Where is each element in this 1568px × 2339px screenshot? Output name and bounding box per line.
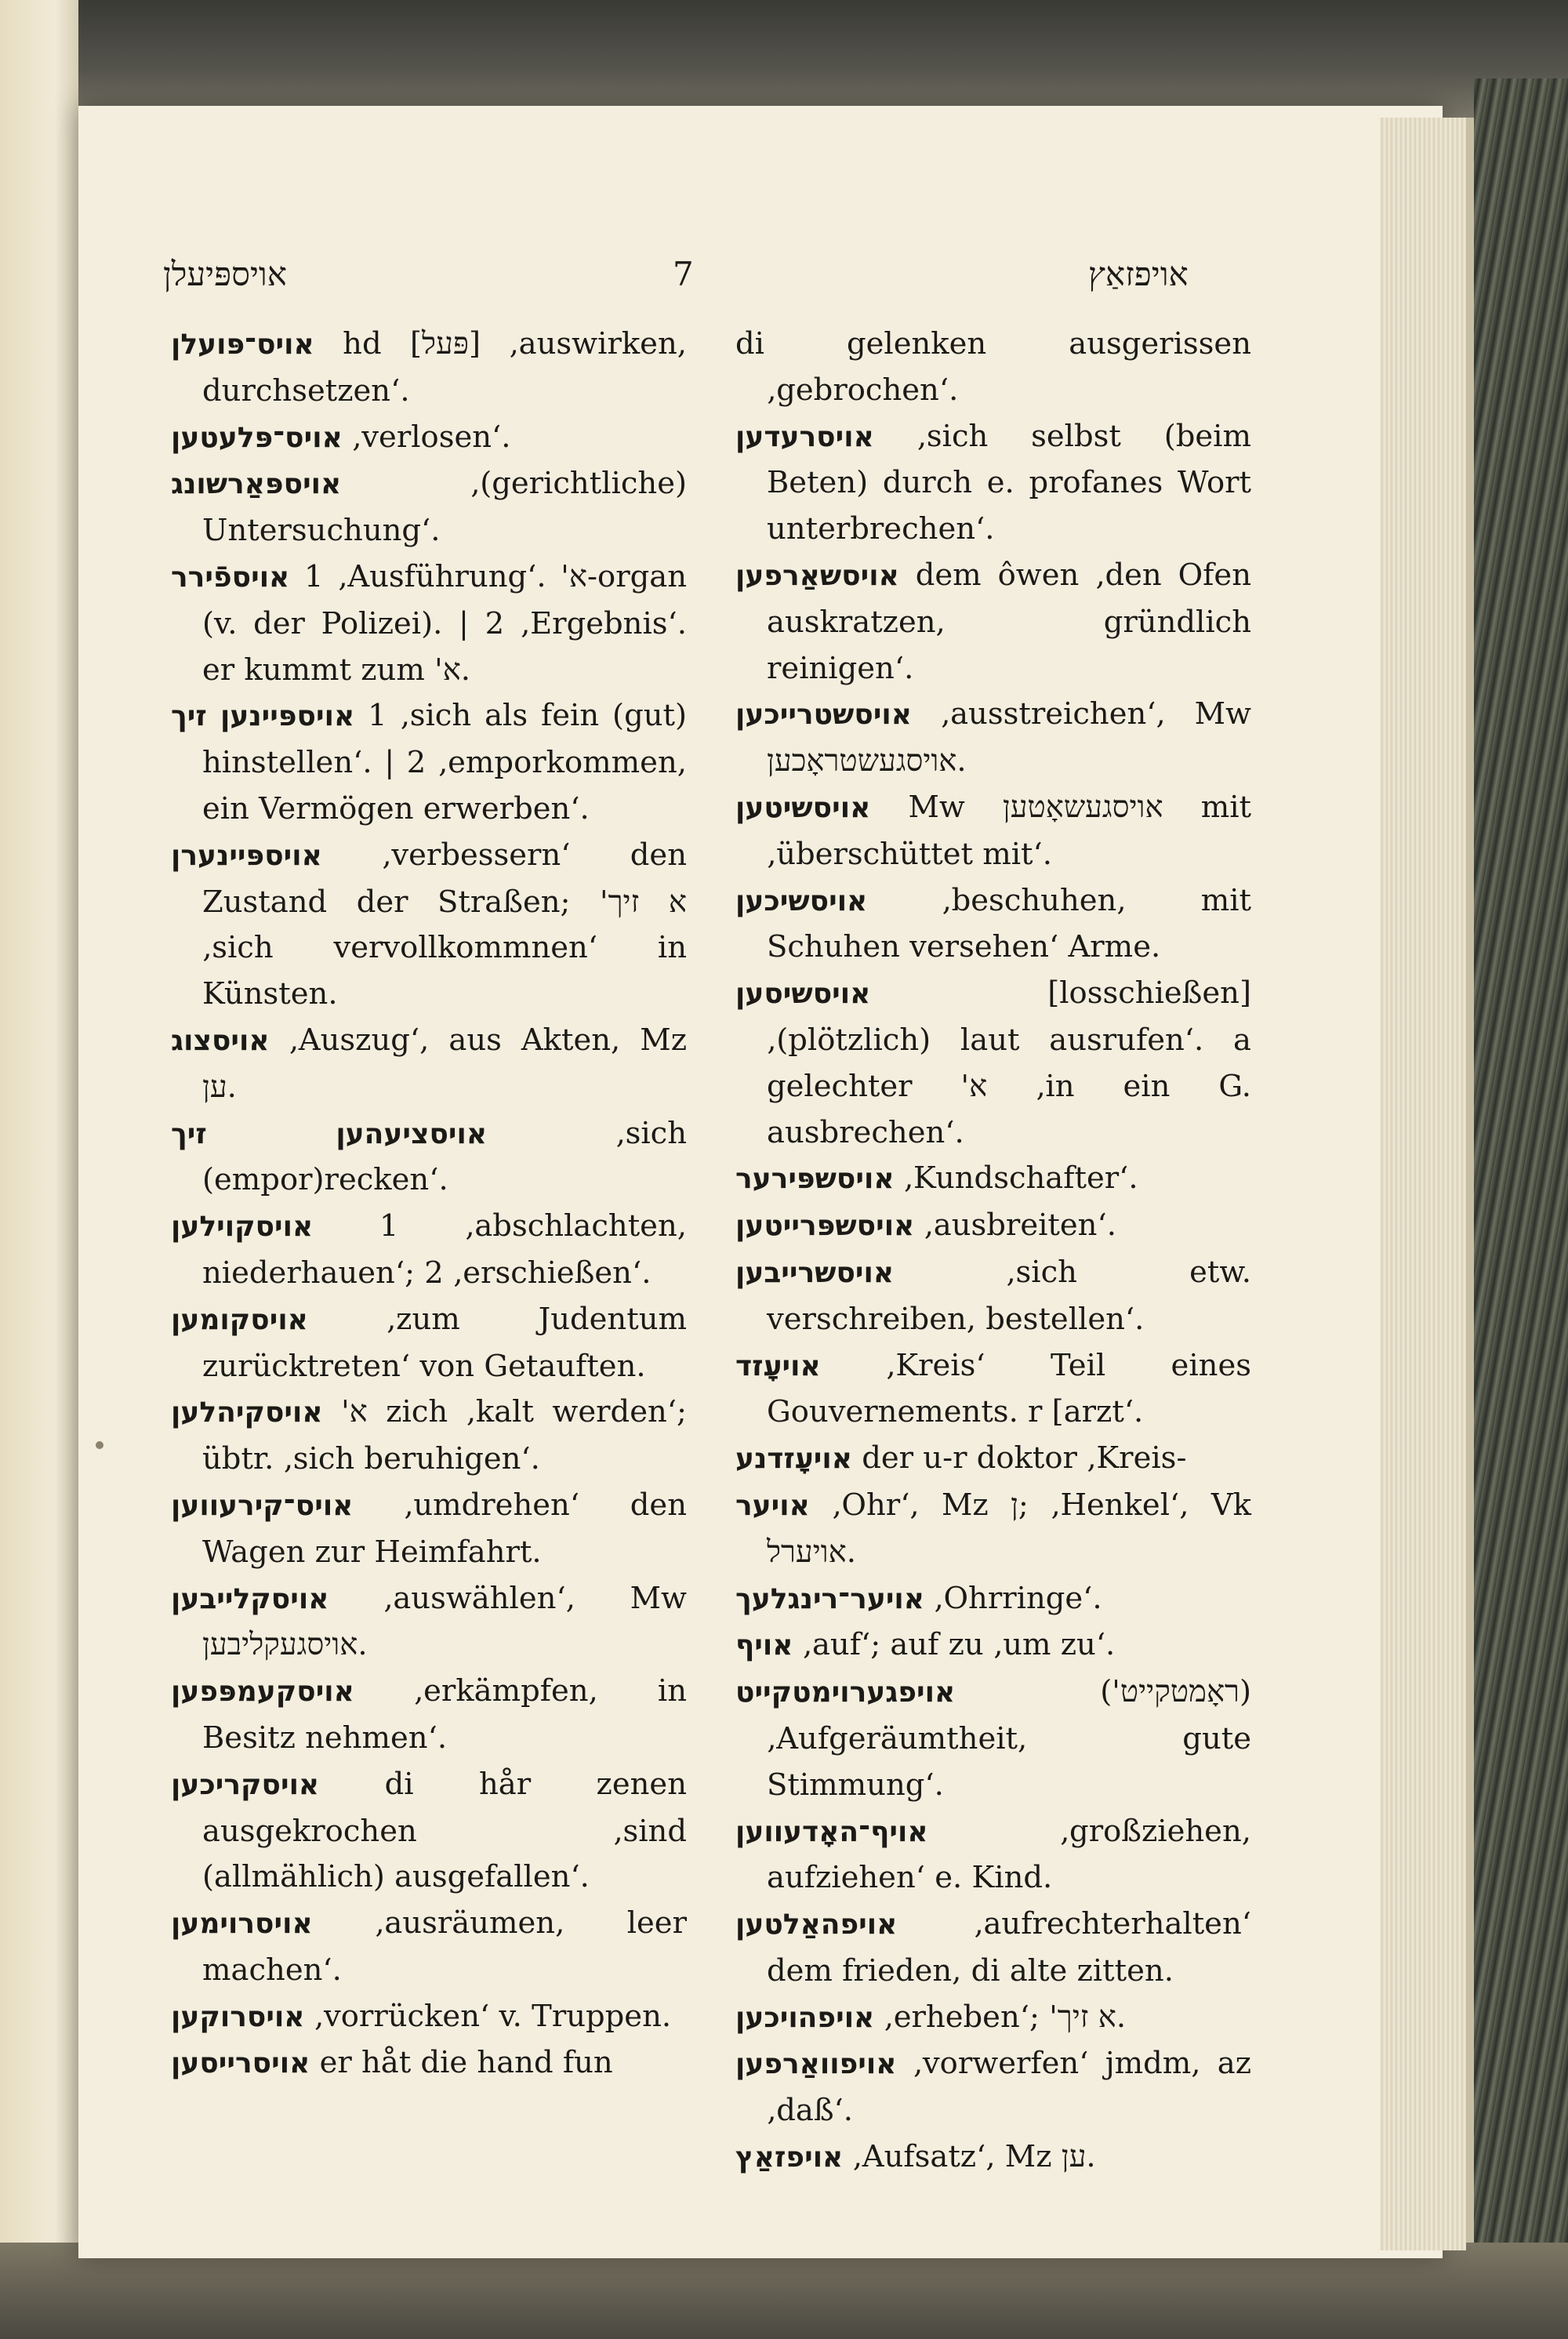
entry-headword: אויסקיהלען [171, 1396, 323, 1429]
dictionary-entry [171, 2040, 687, 2087]
dictionary-entry [171, 1762, 687, 1901]
dictionary-entry [735, 321, 1251, 414]
dictionary-entry [171, 1297, 687, 1390]
entry-headword: אויסציעהען זיך [171, 1117, 488, 1150]
entry-headword: אויסשיטען [735, 791, 871, 824]
dictionary-entry [735, 1622, 1251, 1669]
dictionary-entry [735, 1809, 1251, 1902]
entry-headword: אויער [735, 1489, 810, 1522]
entry-definition: er håt die hand fun [319, 2045, 613, 2081]
dictionary-entry [735, 1250, 1251, 1343]
entry-definition: ‚sich etw. verschreiben, bestellen‘. [767, 1254, 1251, 1337]
dictionary-entry [171, 321, 687, 415]
entry-definition: ‚auswählen‘, Mw אויסגעקליבען. [202, 1580, 687, 1663]
dictionary-entry [171, 461, 687, 554]
entry-definition: ‚verlosen‘. [352, 419, 511, 455]
dictionary-entry [171, 1483, 687, 1576]
entry-headword: אויסרוימען [171, 1908, 313, 1941]
entry-definition: ‚auf‘; auf zu ‚um zu‘. [802, 1627, 1116, 1663]
entry-headword: אויס־קירעווען [171, 1489, 354, 1522]
entry-headword: אויספּיינערן [171, 839, 322, 872]
entry-definition: ‚aufrechterhalten‘ dem frieden, di alte zitten. [767, 1906, 1251, 1989]
dictionary-entry [735, 878, 1251, 972]
dictionary-entry [171, 415, 687, 462]
book-cover-edge [1474, 78, 1568, 2258]
page-number: 7 [673, 255, 694, 293]
entry-headword: אויסצוג [171, 1024, 270, 1057]
entry-headword: אויף־האָדעווען [735, 1815, 928, 1848]
entry-definition: ‚erkämpfen, in Besitz nehmen‘. [202, 1673, 687, 1756]
background-top [0, 0, 1568, 118]
dictionary-entry [171, 554, 687, 693]
page-edges [1380, 118, 1466, 2250]
entry-headword: אויסקוילען [171, 1211, 314, 1244]
entry-headword: אויס־פּועלן [171, 329, 314, 361]
entry-definition: ‚Aufsatz‘, Mz ען. [852, 2139, 1096, 2175]
dictionary-entry [171, 1994, 687, 2041]
dictionary-entry [735, 1343, 1251, 1436]
entry-definition: dem ôwen ‚den Ofen auskratzen, gründlich reinigen‘. [767, 557, 1251, 686]
dictionary-entry [171, 1901, 687, 1994]
entry-headword: אויסשפּירער [735, 1163, 895, 1196]
entry-definition: Mw אויסגעשאָטען mit ‚überschüttet mit‘. [767, 789, 1251, 872]
dictionary-entry [735, 692, 1251, 785]
entry-headword: אויסרוקען [171, 2000, 305, 2033]
entry-headword: אויסשאַרפען [735, 559, 899, 592]
entry-definition: ‚Kreis‘ Teil eines Gouvernements. r [arzt‘. [767, 1347, 1251, 1430]
dictionary-entry [171, 833, 687, 1018]
entry-headword: אויסשיכען [735, 884, 868, 917]
entry-definition: ‚umdrehen‘ den Wagen zur Heimfahrt. [202, 1487, 687, 1570]
dictionary-entry [735, 2134, 1251, 2181]
dictionary-entry [735, 971, 1251, 1156]
dictionary-entry [171, 693, 687, 832]
entry-definition: ‚sich selbst (beim Beten) durch e. profanes Wort unterbrechen‘. [767, 418, 1251, 547]
running-head-right: אויפזאַץ [1088, 255, 1189, 293]
entry-headword: אויסקלייבען [171, 1582, 329, 1615]
entry-definition: ‚Kundschafter‘. [903, 1160, 1138, 1197]
left-page-strip [0, 0, 78, 2339]
entry-headword: אויפהאַלטען [735, 1909, 898, 1941]
entry-definition: [losschießen] ‚(plötzlich) laut ausrufen‘. a gelechter 'א ‚in ein G. ausbrechen‘. [767, 975, 1251, 1150]
entry-headword: אויף [735, 1629, 793, 1662]
dictionary-entry [735, 1576, 1251, 1623]
dictionary-entry [735, 2041, 1251, 2134]
entry-definition: hd [פּעל] ‚auswirken, durchsetzen‘. [202, 326, 687, 409]
entry-definition: 'א zich ‚kalt werden‘; übtr. ‚sich beruhigen‘. [202, 1394, 687, 1477]
entry-definition: 1 ‚Ausführung‘. 'א-organ (v. der Polizei). | 2 ‚Ergebnis‘. er kummt zum 'א. [202, 558, 687, 688]
dictionary-entry [171, 1111, 687, 1204]
dictionary-entry [171, 1389, 687, 1483]
dictionary-entry [735, 1203, 1251, 1250]
dictionary-entry [171, 1018, 687, 1111]
entry-headword: אויסקומען [171, 1303, 308, 1336]
dictionary-entry [735, 414, 1251, 553]
entry-headword: אויפזאַץ [735, 2141, 844, 2174]
dictionary-entry [735, 1483, 1251, 1576]
dictionary-entry [735, 785, 1251, 878]
dictionary-entry [171, 1669, 687, 1762]
entry-headword: אויעָזדנע [735, 1443, 852, 1476]
entry-definition: ‚vorwerfen‘ jmdm, az ‚daß‘. [767, 2046, 1251, 2129]
dictionary-entry [735, 1995, 1251, 2042]
running-head-left: אויספּיעלן [163, 255, 287, 293]
entry-definition: ‚vorrücken‘ v. Truppen. [314, 1998, 672, 2034]
entry-headword: אויסשטרייכען [735, 699, 912, 732]
entry-headword: אויס־פּלעטען [171, 421, 343, 454]
entry-definition: ‚ausbreiten‘. [924, 1208, 1116, 1244]
entry-headword: אויספּאַרשונג [171, 468, 342, 501]
entry-headword: אויסרעדען [735, 420, 874, 453]
dictionary-entry [171, 1576, 687, 1669]
entry-definition: ‚ausräumen, leer machen‘. [202, 1905, 687, 1988]
entry-headword: אויספֿירר [171, 561, 290, 594]
entry-headword: אויספּיינען זיך [171, 700, 355, 733]
entry-headword: אויסרייסען [171, 2047, 310, 2080]
dictionary-entry [735, 1156, 1251, 1203]
entry-headword: אויסקעמפּפען [171, 1676, 354, 1709]
entry-definition: ‚(gerichtliche) Untersuchung‘. [202, 466, 687, 549]
entry-definition: ‚beschuhen, mit Schuhen versehen‘ Arme. [767, 882, 1251, 965]
entry-headword: אויסשרייבען [735, 1256, 895, 1289]
entry-headword: אויפהויכען [735, 2001, 875, 2034]
entry-headword: אויעָזד [735, 1349, 821, 1382]
entry-definition: ‚Ohrringe‘. [934, 1580, 1102, 1616]
entry-definition: der u-r doktor ‚Kreis- [862, 1440, 1187, 1476]
entry-definition: ('ראָמטקייט) ‚Aufgeräumtheit, gute Stimmung‘. [767, 1674, 1251, 1803]
dictionary-entry [735, 1669, 1251, 1808]
entry-headword: אויסקריכען [171, 1768, 320, 1801]
entry-headword: אויער־רינגלעך [735, 1582, 924, 1615]
entry-definition: di gelenken ausgerissen ‚gebrochen‘. [735, 326, 1251, 408]
entry-headword: אויסשיסען [735, 978, 871, 1011]
left-column [171, 321, 687, 2087]
entry-definition: ‚Auszug‘, aus Akten, Mz ען. [202, 1022, 687, 1105]
dictionary-entry [735, 1436, 1251, 1483]
entry-headword: אויסשפּרייטען [735, 1210, 915, 1243]
entry-headword: אויפגערוימטקייט [735, 1676, 956, 1709]
entry-headword: אויפוואַרפען [735, 2048, 897, 2081]
entry-definition: di hår zenen ausgekrochen ‚sind (allmählich) ausgefallen‘. [202, 1766, 687, 1895]
entry-definition: ‚erheben‘; 'א זיך. [884, 1999, 1127, 2035]
entry-definition: ‚sich (empor)recken‘. [202, 1115, 687, 1198]
dictionary-entry [171, 1204, 687, 1297]
entry-definition: ‚großziehen, aufziehen‘ e. Kind. [767, 1813, 1251, 1896]
dictionary-entry [735, 553, 1251, 692]
entry-definition: ‚ausstreichen‘, Mw אויסגעשטראָכען. [767, 696, 1251, 779]
entry-definition: ‚zum Judentum zurücktreten‘ von Getauften. [202, 1301, 687, 1384]
right-column [735, 321, 1251, 2181]
entry-definition: ‚Ohr‘, Mz ן; ‚Henkel‘, Vk אויערל. [767, 1487, 1251, 1570]
dictionary-entry [735, 1901, 1251, 1995]
entry-definition: 1 ‚abschlachten, niederhauen‘; 2 ‚erschießen‘. [202, 1208, 687, 1291]
entry-definition: ‚verbessern‘ den Zustand der Straßen; 'א זיך ‚sich vervollkommnen‘ in Künsten. [202, 837, 687, 1012]
entry-definition: 1 ‚sich als fein (gut) hinstellen‘. | 2 ‚emporkommen, ein Vermögen erwerben‘. [202, 698, 688, 826]
margin-dot [96, 1441, 103, 1449]
